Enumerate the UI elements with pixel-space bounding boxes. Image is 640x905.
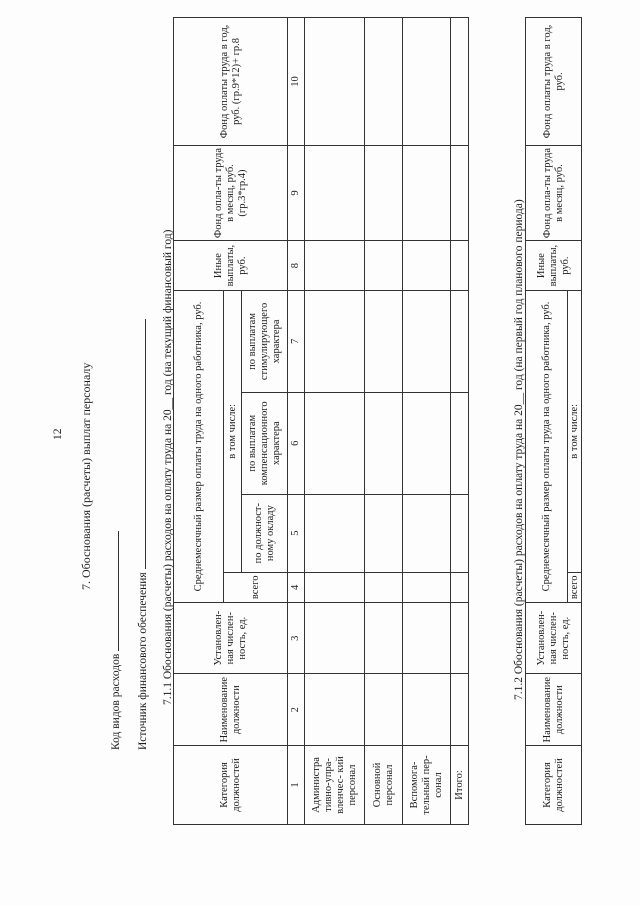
row-category-main: Основной персонал: [365, 745, 403, 824]
header-base-salary: по должност-ному окладу: [242, 494, 288, 572]
row-category-auxiliary: Вспомога-тельный пер-сонал: [403, 745, 451, 824]
page-number: 12: [52, 428, 64, 440]
table2: [525, 17, 582, 825]
col-num: 6: [288, 392, 305, 494]
header-total: всего: [224, 572, 288, 602]
t2-header-total: всего: [568, 572, 582, 602]
expense-code-label: Код видов расходов: [110, 653, 122, 750]
header-staff-count: Установлен-ная числен-ность, ед.: [174, 602, 288, 673]
total-label: Итого:: [451, 745, 469, 824]
section-title: 7. Обоснования (расчеты) выплат персоналу: [79, 362, 93, 590]
funding-source-label: Источник финансового обеспечения: [137, 572, 149, 750]
col-num: 5: [288, 494, 305, 572]
col-num: 4: [288, 572, 305, 602]
col-num: 8: [288, 241, 305, 291]
expense-code-line: [108, 531, 119, 651]
table-row: [403, 18, 451, 825]
funding-source-line: [135, 319, 146, 569]
table-row: [365, 18, 403, 825]
row-category-admin: Администра тивно-упра-вленчес- кий персонал: [305, 745, 365, 824]
header-annual-fund: Фонд оплаты труда в год, руб. (гр.9*12)+ гр.8: [174, 18, 288, 146]
col-num: 9: [288, 145, 305, 240]
t2-header-staff-count: Установлен-ная числен-ность, ед.: [526, 602, 582, 673]
header-monthly-fund: Фонд опла-ты труда в месяц, руб. (гр.3*гр.4): [174, 145, 288, 240]
t2-header-category: Категория должностей: [526, 745, 582, 824]
t2-header-avg-salary: Среднемесячный размер оплаты труда на одного работника, руб.: [526, 291, 568, 603]
total-row: [451, 18, 469, 825]
funding-source-field: [135, 319, 150, 750]
header-compensation: по выплатам компенсационного характера: [242, 392, 288, 494]
header-avg-salary: Среднемесячный размер оплаты труда на одного работника, руб.: [174, 291, 224, 603]
t2-header-position: Наименование должности: [526, 674, 582, 745]
table1: [173, 17, 469, 825]
col-num: 10: [288, 18, 305, 146]
column-numbers-row: [288, 18, 305, 825]
table1-caption: 7.1.1 Обоснования (расчеты) расходов на оплату труда на 20__ год (на текущий финансовый год): [162, 229, 174, 705]
header-position: Наименование должности: [174, 674, 288, 745]
header-other-payments: Иные выплаты, руб.: [174, 241, 288, 291]
col-num: 2: [288, 674, 305, 745]
t2-header-annual-fund: Фонд оплаты труда в год, руб.: [526, 18, 582, 146]
col-num: 3: [288, 602, 305, 673]
t2-header-monthly-fund: Фонд опла-ты труда в месяц, руб.: [526, 145, 582, 240]
header-incentive: по выплатам стимулирующего характера: [242, 291, 288, 393]
header-category: Категория должностей: [174, 745, 288, 824]
col-num: 7: [288, 291, 305, 393]
header-including: в том числе:: [224, 291, 242, 573]
t2-header-other-payments: Иные выплаты, руб.: [526, 241, 582, 291]
expense-code-field: [108, 531, 123, 750]
col-num: 1: [288, 745, 305, 824]
table2-caption: 7.1.2 Обоснования (расчеты) расходов на оплату труда на 20__ год (на первый год планового периода): [513, 199, 525, 700]
t2-header-including: в том числе:: [568, 291, 582, 573]
table-row: [305, 18, 365, 825]
